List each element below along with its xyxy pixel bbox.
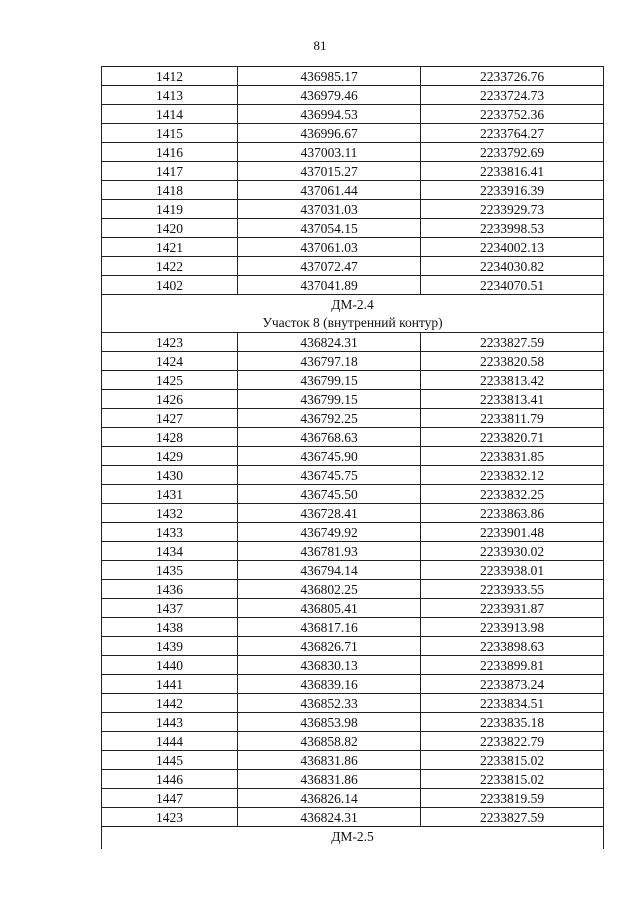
y-coordinate-cell: 2233835.18 xyxy=(421,713,604,732)
x-coordinate-cell: 436830.13 xyxy=(238,656,421,675)
point-number-cell: 1439 xyxy=(102,637,238,656)
y-coordinate-cell: 2233929.73 xyxy=(421,200,604,219)
table-row xyxy=(102,105,604,124)
table-row xyxy=(102,751,604,770)
x-coordinate-cell: 436802.25 xyxy=(238,580,421,599)
y-coordinate-cell: 2233752.36 xyxy=(421,105,604,124)
y-coordinate-cell: 2233726.76 xyxy=(421,67,604,86)
y-coordinate-cell: 2234030.82 xyxy=(421,257,604,276)
table-row xyxy=(102,257,604,276)
coordinates-table xyxy=(101,66,604,849)
y-coordinate-cell: 2233873.24 xyxy=(421,675,604,694)
x-coordinate-cell: 436826.71 xyxy=(238,637,421,656)
x-coordinate-cell: 437054.15 xyxy=(238,219,421,238)
section-row xyxy=(102,295,604,333)
x-coordinate-cell: 436728.41 xyxy=(238,504,421,523)
point-number-cell: 1436 xyxy=(102,580,238,599)
point-number-cell: 1444 xyxy=(102,732,238,751)
point-number-cell: 1435 xyxy=(102,561,238,580)
x-coordinate-cell: 436852.33 xyxy=(238,694,421,713)
table-row xyxy=(102,371,604,390)
y-coordinate-cell: 2233813.41 xyxy=(421,390,604,409)
point-number-cell: 1424 xyxy=(102,352,238,371)
point-number-cell: 1437 xyxy=(102,599,238,618)
y-coordinate-cell: 2233764.27 xyxy=(421,124,604,143)
y-coordinate-cell: 2233834.51 xyxy=(421,694,604,713)
table-row xyxy=(102,637,604,656)
y-coordinate-cell: 2233901.48 xyxy=(421,523,604,542)
y-coordinate-cell: 2233819.59 xyxy=(421,789,604,808)
table-row xyxy=(102,238,604,257)
y-coordinate-cell: 2233831.85 xyxy=(421,447,604,466)
y-coordinate-cell: 2233792.69 xyxy=(421,143,604,162)
point-number-cell: 1420 xyxy=(102,219,238,238)
x-coordinate-cell: 437072.47 xyxy=(238,257,421,276)
y-coordinate-cell: 2233832.25 xyxy=(421,485,604,504)
table-row xyxy=(102,333,604,352)
table-row xyxy=(102,86,604,105)
x-coordinate-cell: 436994.53 xyxy=(238,105,421,124)
point-number-cell: 1443 xyxy=(102,713,238,732)
point-number-cell: 1425 xyxy=(102,371,238,390)
point-number-cell: 1440 xyxy=(102,656,238,675)
point-number-cell: 1445 xyxy=(102,751,238,770)
point-number-cell: 1441 xyxy=(102,675,238,694)
table-row xyxy=(102,713,604,732)
y-coordinate-cell: 2233815.02 xyxy=(421,751,604,770)
table-row xyxy=(102,542,604,561)
x-coordinate-cell: 436768.63 xyxy=(238,428,421,447)
point-number-cell: 1412 xyxy=(102,67,238,86)
x-coordinate-cell: 436996.67 xyxy=(238,124,421,143)
table-row xyxy=(102,447,604,466)
point-number-cell: 1402 xyxy=(102,276,238,295)
x-coordinate-cell: 436792.25 xyxy=(238,409,421,428)
page-number: 81 xyxy=(313,38,327,53)
table-row xyxy=(102,181,604,200)
table-row xyxy=(102,67,604,86)
x-coordinate-cell: 436824.31 xyxy=(238,808,421,827)
point-number-cell: 1442 xyxy=(102,694,238,713)
point-number-cell: 1413 xyxy=(102,86,238,105)
table-row xyxy=(102,618,604,637)
table-row xyxy=(102,523,604,542)
y-coordinate-cell: 2234070.51 xyxy=(421,276,604,295)
x-coordinate-cell: 436794.14 xyxy=(238,561,421,580)
point-number-cell: 1429 xyxy=(102,447,238,466)
x-coordinate-cell: 436749.92 xyxy=(238,523,421,542)
point-number-cell: 1416 xyxy=(102,143,238,162)
y-coordinate-cell: 2233931.87 xyxy=(421,599,604,618)
point-number-cell: 1447 xyxy=(102,789,238,808)
table-row xyxy=(102,732,604,751)
x-coordinate-cell: 436853.98 xyxy=(238,713,421,732)
y-coordinate-cell: 2233930.02 xyxy=(421,542,604,561)
table-row xyxy=(102,428,604,447)
point-number-cell: 1427 xyxy=(102,409,238,428)
point-number-cell: 1433 xyxy=(102,523,238,542)
table-row xyxy=(102,789,604,808)
table-row xyxy=(102,200,604,219)
x-coordinate-cell: 436979.46 xyxy=(238,86,421,105)
point-number-cell: 1438 xyxy=(102,618,238,637)
section-title: ДМ-2.4 xyxy=(331,296,374,312)
x-coordinate-cell: 436805.41 xyxy=(238,599,421,618)
x-coordinate-cell: 437061.03 xyxy=(238,238,421,257)
point-number-cell: 1423 xyxy=(102,333,238,352)
x-coordinate-cell: 436745.75 xyxy=(238,466,421,485)
y-coordinate-cell: 2233822.79 xyxy=(421,732,604,751)
table-row xyxy=(102,466,604,485)
x-coordinate-cell: 436817.16 xyxy=(238,618,421,637)
x-coordinate-cell: 436824.31 xyxy=(238,333,421,352)
point-number-cell: 1419 xyxy=(102,200,238,219)
x-coordinate-cell: 436745.90 xyxy=(238,447,421,466)
table-row xyxy=(102,485,604,504)
section-header-dm-2-5 xyxy=(102,827,604,850)
point-number-cell: 1418 xyxy=(102,181,238,200)
table-body-block-1 xyxy=(102,67,604,295)
y-coordinate-cell: 2233863.86 xyxy=(421,504,604,523)
table-row xyxy=(102,675,604,694)
x-coordinate-cell: 436839.16 xyxy=(238,675,421,694)
x-coordinate-cell: 436985.17 xyxy=(238,67,421,86)
y-coordinate-cell: 2233820.58 xyxy=(421,352,604,371)
point-number-cell: 1431 xyxy=(102,485,238,504)
table-row xyxy=(102,143,604,162)
table-row xyxy=(102,770,604,789)
y-coordinate-cell: 2233938.01 xyxy=(421,561,604,580)
section-header-dm-2-4 xyxy=(102,295,604,333)
x-coordinate-cell: 436797.18 xyxy=(238,352,421,371)
y-coordinate-cell: 2233998.53 xyxy=(421,219,604,238)
section-subtitle: Участок 8 (внутренний контур) xyxy=(262,314,443,330)
y-coordinate-cell: 2233899.81 xyxy=(421,656,604,675)
point-number-cell: 1446 xyxy=(102,770,238,789)
y-coordinate-cell: 2233933.55 xyxy=(421,580,604,599)
table-row xyxy=(102,694,604,713)
point-number-cell: 1417 xyxy=(102,162,238,181)
y-coordinate-cell: 2233811.79 xyxy=(421,409,604,428)
point-number-cell: 1415 xyxy=(102,124,238,143)
point-number-cell: 1432 xyxy=(102,504,238,523)
table-row xyxy=(102,599,604,618)
x-coordinate-cell: 437041.89 xyxy=(238,276,421,295)
y-coordinate-cell: 2233916.39 xyxy=(421,181,604,200)
y-coordinate-cell: 2233813.42 xyxy=(421,371,604,390)
point-number-cell: 1428 xyxy=(102,428,238,447)
x-coordinate-cell: 436799.15 xyxy=(238,371,421,390)
table-row xyxy=(102,561,604,580)
x-coordinate-cell: 436745.50 xyxy=(238,485,421,504)
table-row xyxy=(102,409,604,428)
table-row xyxy=(102,352,604,371)
point-number-cell: 1423 xyxy=(102,808,238,827)
table-body-block-2 xyxy=(102,333,604,827)
y-coordinate-cell: 2233898.63 xyxy=(421,637,604,656)
table-row xyxy=(102,390,604,409)
table-row xyxy=(102,124,604,143)
x-coordinate-cell: 436831.86 xyxy=(238,751,421,770)
point-number-cell: 1430 xyxy=(102,466,238,485)
point-number-cell: 1421 xyxy=(102,238,238,257)
table-row xyxy=(102,504,604,523)
table-row xyxy=(102,276,604,295)
y-coordinate-cell: 2233913.98 xyxy=(421,618,604,637)
y-coordinate-cell: 2233815.02 xyxy=(421,770,604,789)
point-number-cell: 1422 xyxy=(102,257,238,276)
x-coordinate-cell: 436826.14 xyxy=(238,789,421,808)
table-row xyxy=(102,656,604,675)
table-row xyxy=(102,162,604,181)
section-row xyxy=(102,827,604,850)
section-cell xyxy=(102,827,604,850)
x-coordinate-cell: 436831.86 xyxy=(238,770,421,789)
x-coordinate-cell: 436858.82 xyxy=(238,732,421,751)
table-row xyxy=(102,219,604,238)
section-cell xyxy=(102,295,604,333)
point-number-cell: 1426 xyxy=(102,390,238,409)
y-coordinate-cell: 2233820.71 xyxy=(421,428,604,447)
section-title: ДМ-2.5 xyxy=(331,829,374,844)
y-coordinate-cell: 2233816.41 xyxy=(421,162,604,181)
y-coordinate-cell: 2234002.13 xyxy=(421,238,604,257)
table-row xyxy=(102,808,604,827)
y-coordinate-cell: 2233827.59 xyxy=(421,808,604,827)
table-row xyxy=(102,580,604,599)
x-coordinate-cell: 437015.27 xyxy=(238,162,421,181)
x-coordinate-cell: 436781.93 xyxy=(238,542,421,561)
y-coordinate-cell: 2233832.12 xyxy=(421,466,604,485)
x-coordinate-cell: 437003.11 xyxy=(238,143,421,162)
point-number-cell: 1414 xyxy=(102,105,238,124)
y-coordinate-cell: 2233724.73 xyxy=(421,86,604,105)
x-coordinate-cell: 436799.15 xyxy=(238,390,421,409)
x-coordinate-cell: 437031.03 xyxy=(238,200,421,219)
y-coordinate-cell: 2233827.59 xyxy=(421,333,604,352)
x-coordinate-cell: 437061.44 xyxy=(238,181,421,200)
point-number-cell: 1434 xyxy=(102,542,238,561)
